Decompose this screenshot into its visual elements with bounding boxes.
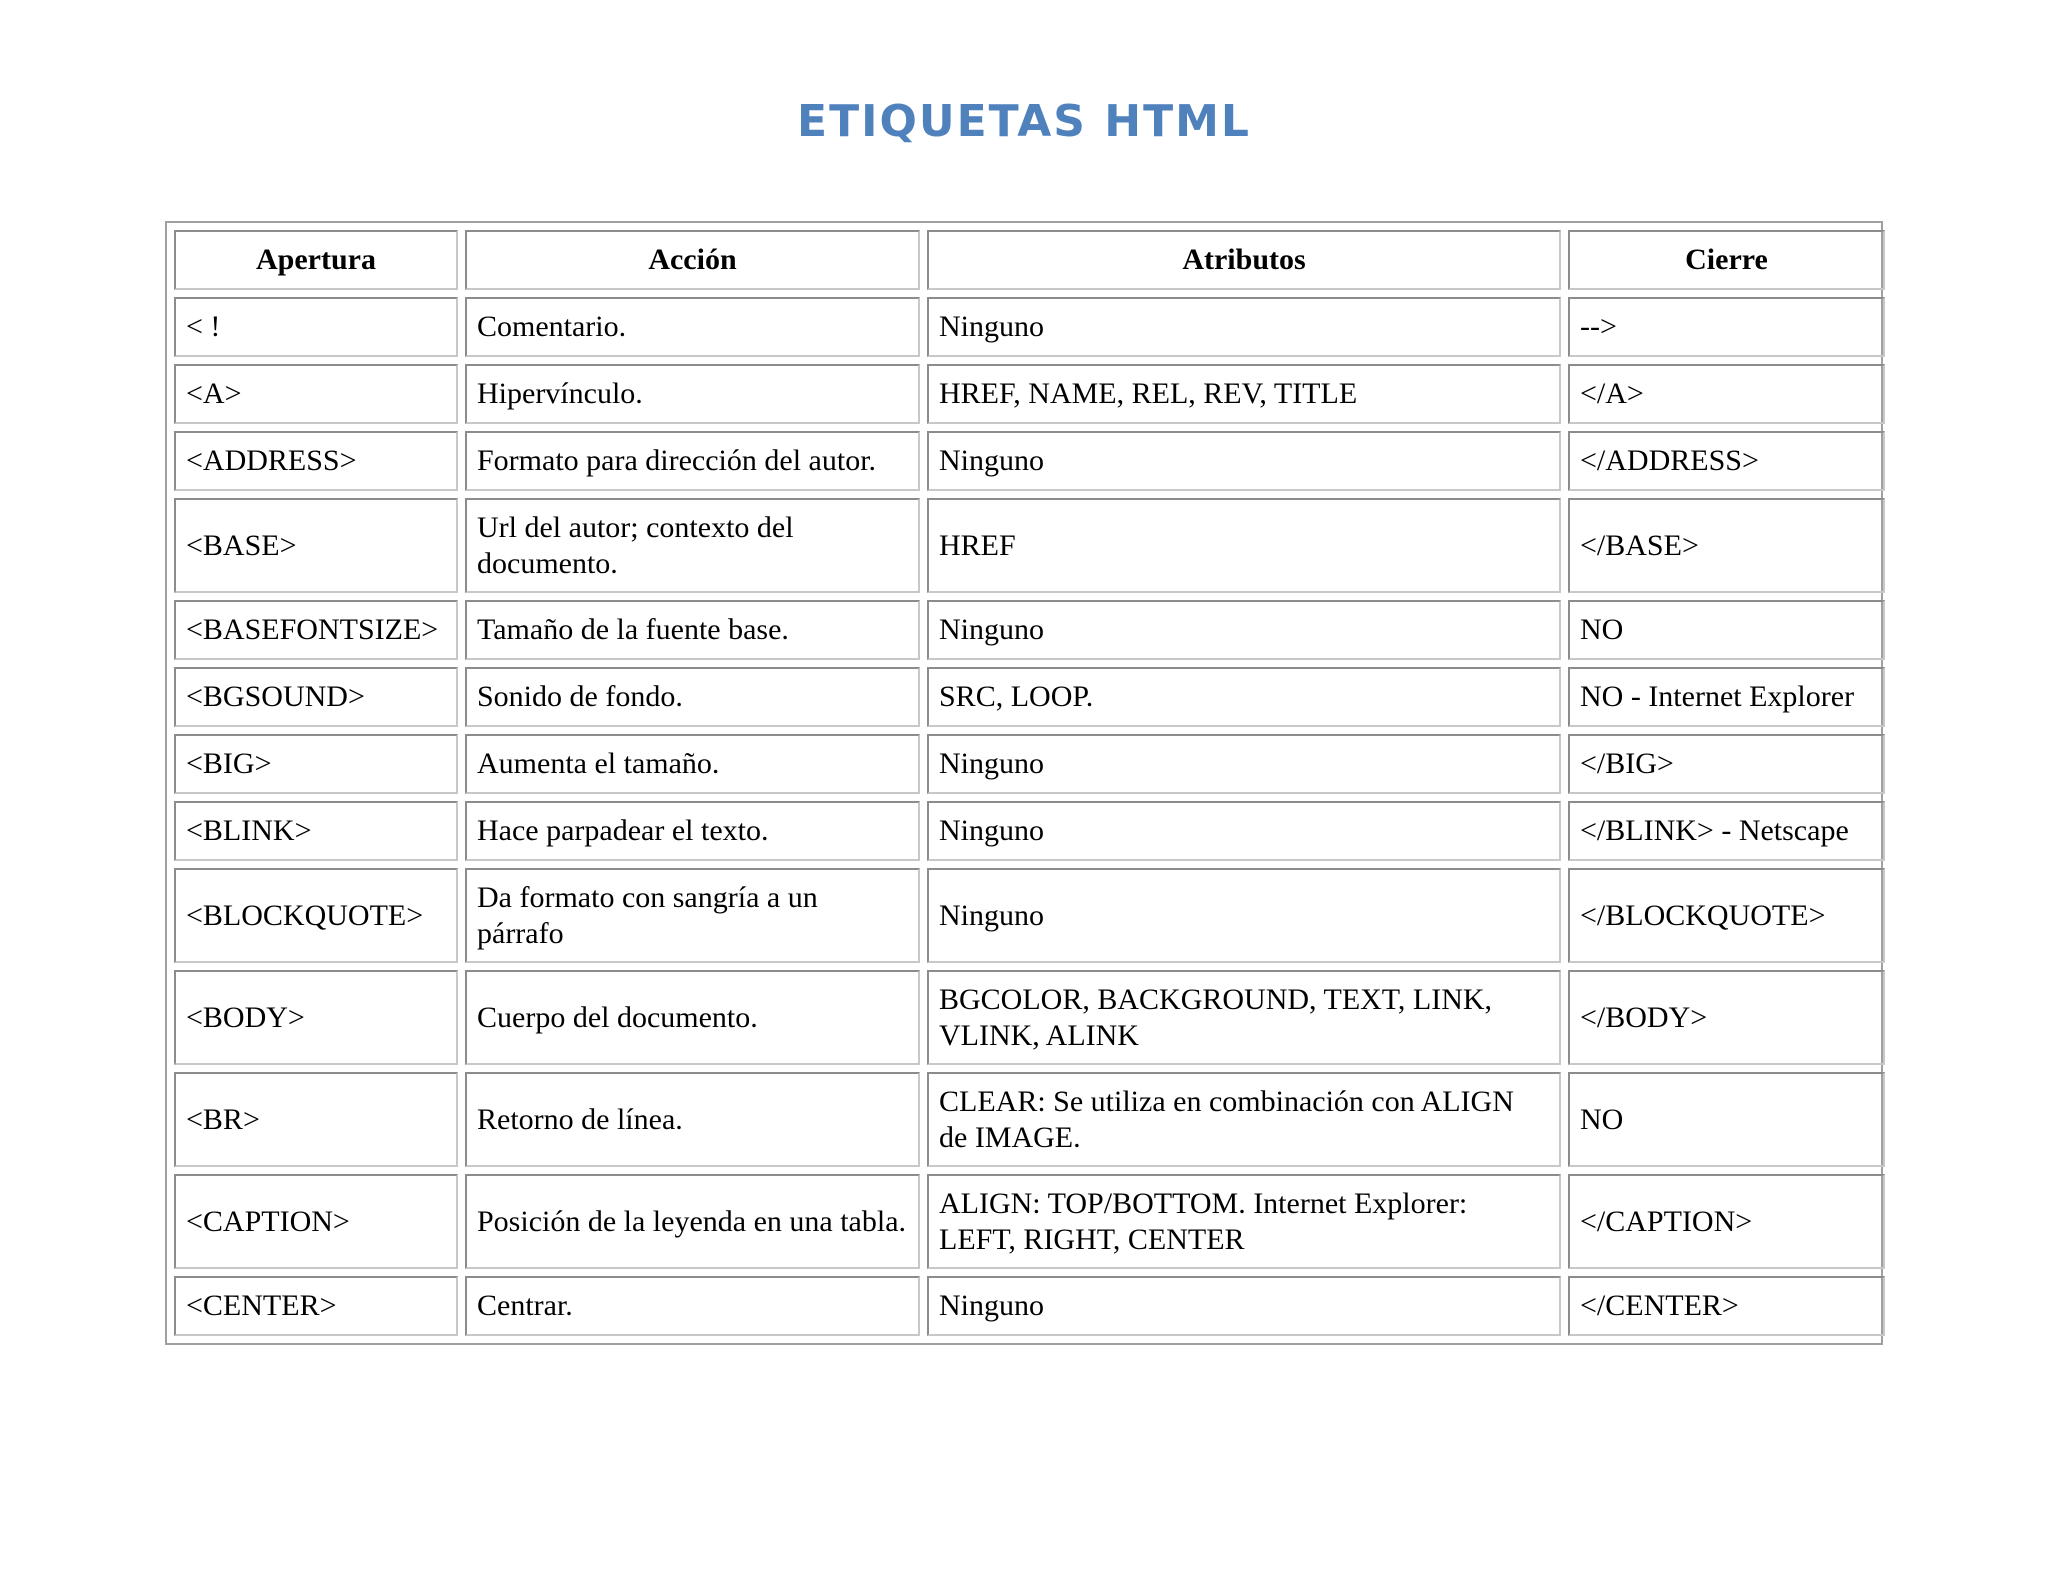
cell-apertura: <BLINK> — [174, 801, 458, 861]
cell-atributos: Ninguno — [927, 868, 1561, 963]
cell-cierre: </A> — [1568, 364, 1885, 424]
cell-apertura: <BR> — [174, 1072, 458, 1167]
cell-apertura: <CAPTION> — [174, 1174, 458, 1269]
cell-accion: Hace parpadear el texto. — [465, 801, 920, 861]
cell-apertura: <BODY> — [174, 970, 458, 1065]
cell-cierre: NO - Internet Explorer — [1568, 667, 1885, 727]
table-row — [174, 868, 1885, 963]
cell-cierre: </CAPTION> — [1568, 1174, 1885, 1269]
cell-atributos: CLEAR: Se utiliza en combinación con ALIGN de IMAGE. — [927, 1072, 1561, 1167]
tags-table-container — [165, 221, 1883, 1345]
header-cierre: Cierre — [1568, 230, 1885, 290]
table-row — [174, 498, 1885, 593]
cell-accion: Posición de la leyenda en una tabla. — [465, 1174, 920, 1269]
table-row — [174, 1276, 1885, 1336]
cell-apertura: <BLOCKQUOTE> — [174, 868, 458, 963]
cell-accion: Url del autor; contexto del documento. — [465, 498, 920, 593]
cell-apertura: <BASEFONTSIZE> — [174, 600, 458, 660]
cell-accion: Retorno de línea. — [465, 1072, 920, 1167]
cell-accion: Aumenta el tamaño. — [465, 734, 920, 794]
table-row — [174, 1174, 1885, 1269]
table-row — [174, 364, 1885, 424]
table-row — [174, 1072, 1885, 1167]
table-row — [174, 734, 1885, 794]
cell-cierre: --> — [1568, 297, 1885, 357]
header-row — [174, 230, 1885, 290]
page-title: ETIQUETAS HTML — [797, 96, 1251, 147]
cell-atributos: Ninguno — [927, 1276, 1561, 1336]
cell-apertura: <BASE> — [174, 498, 458, 593]
cell-atributos: HREF — [927, 498, 1561, 593]
cell-accion: Da formato con sangría a un párrafo — [465, 868, 920, 963]
cell-accion: Formato para dirección del autor. — [465, 431, 920, 491]
cell-atributos: Ninguno — [927, 431, 1561, 491]
cell-atributos: Ninguno — [927, 734, 1561, 794]
cell-apertura: <ADDRESS> — [174, 431, 458, 491]
table-row — [174, 667, 1885, 727]
cell-apertura: <BIG> — [174, 734, 458, 794]
cell-cierre: NO — [1568, 1072, 1885, 1167]
table-row — [174, 431, 1885, 491]
cell-accion: Sonido de fondo. — [465, 667, 920, 727]
cell-accion: Comentario. — [465, 297, 920, 357]
header-accion: Acción — [465, 230, 920, 290]
header-atributos: Atributos — [927, 230, 1561, 290]
cell-accion: Centrar. — [465, 1276, 920, 1336]
cell-cierre: </BIG> — [1568, 734, 1885, 794]
cell-atributos: Ninguno — [927, 297, 1561, 357]
cell-accion: Tamaño de la fuente base. — [465, 600, 920, 660]
cell-cierre: </ADDRESS> — [1568, 431, 1885, 491]
header-apertura: Apertura — [174, 230, 458, 290]
cell-atributos: SRC, LOOP. — [927, 667, 1561, 727]
table-row — [174, 970, 1885, 1065]
cell-atributos: ALIGN: TOP/BOTTOM. Internet Explorer: LEFT, RIGHT, CENTER — [927, 1174, 1561, 1269]
cell-cierre: </BODY> — [1568, 970, 1885, 1065]
cell-cierre: </BLOCKQUOTE> — [1568, 868, 1885, 963]
table-row — [174, 297, 1885, 357]
cell-atributos: HREF, NAME, REL, REV, TITLE — [927, 364, 1561, 424]
cell-accion: Cuerpo del documento. — [465, 970, 920, 1065]
cell-atributos: BGCOLOR, BACKGROUND, TEXT, LINK, VLINK, ALINK — [927, 970, 1561, 1065]
cell-cierre: </BASE> — [1568, 498, 1885, 593]
cell-apertura: <CENTER> — [174, 1276, 458, 1336]
cell-cierre: </CENTER> — [1568, 1276, 1885, 1336]
html-tags-table — [167, 223, 1892, 1343]
table-row — [174, 600, 1885, 660]
cell-apertura: <BGSOUND> — [174, 667, 458, 727]
cell-accion: Hipervínculo. — [465, 364, 920, 424]
cell-apertura: <A> — [174, 364, 458, 424]
cell-atributos: Ninguno — [927, 600, 1561, 660]
table-row — [174, 801, 1885, 861]
cell-cierre: </BLINK> - Netscape — [1568, 801, 1885, 861]
cell-atributos: Ninguno — [927, 801, 1561, 861]
cell-apertura: < ! — [174, 297, 458, 357]
cell-cierre: NO — [1568, 600, 1885, 660]
